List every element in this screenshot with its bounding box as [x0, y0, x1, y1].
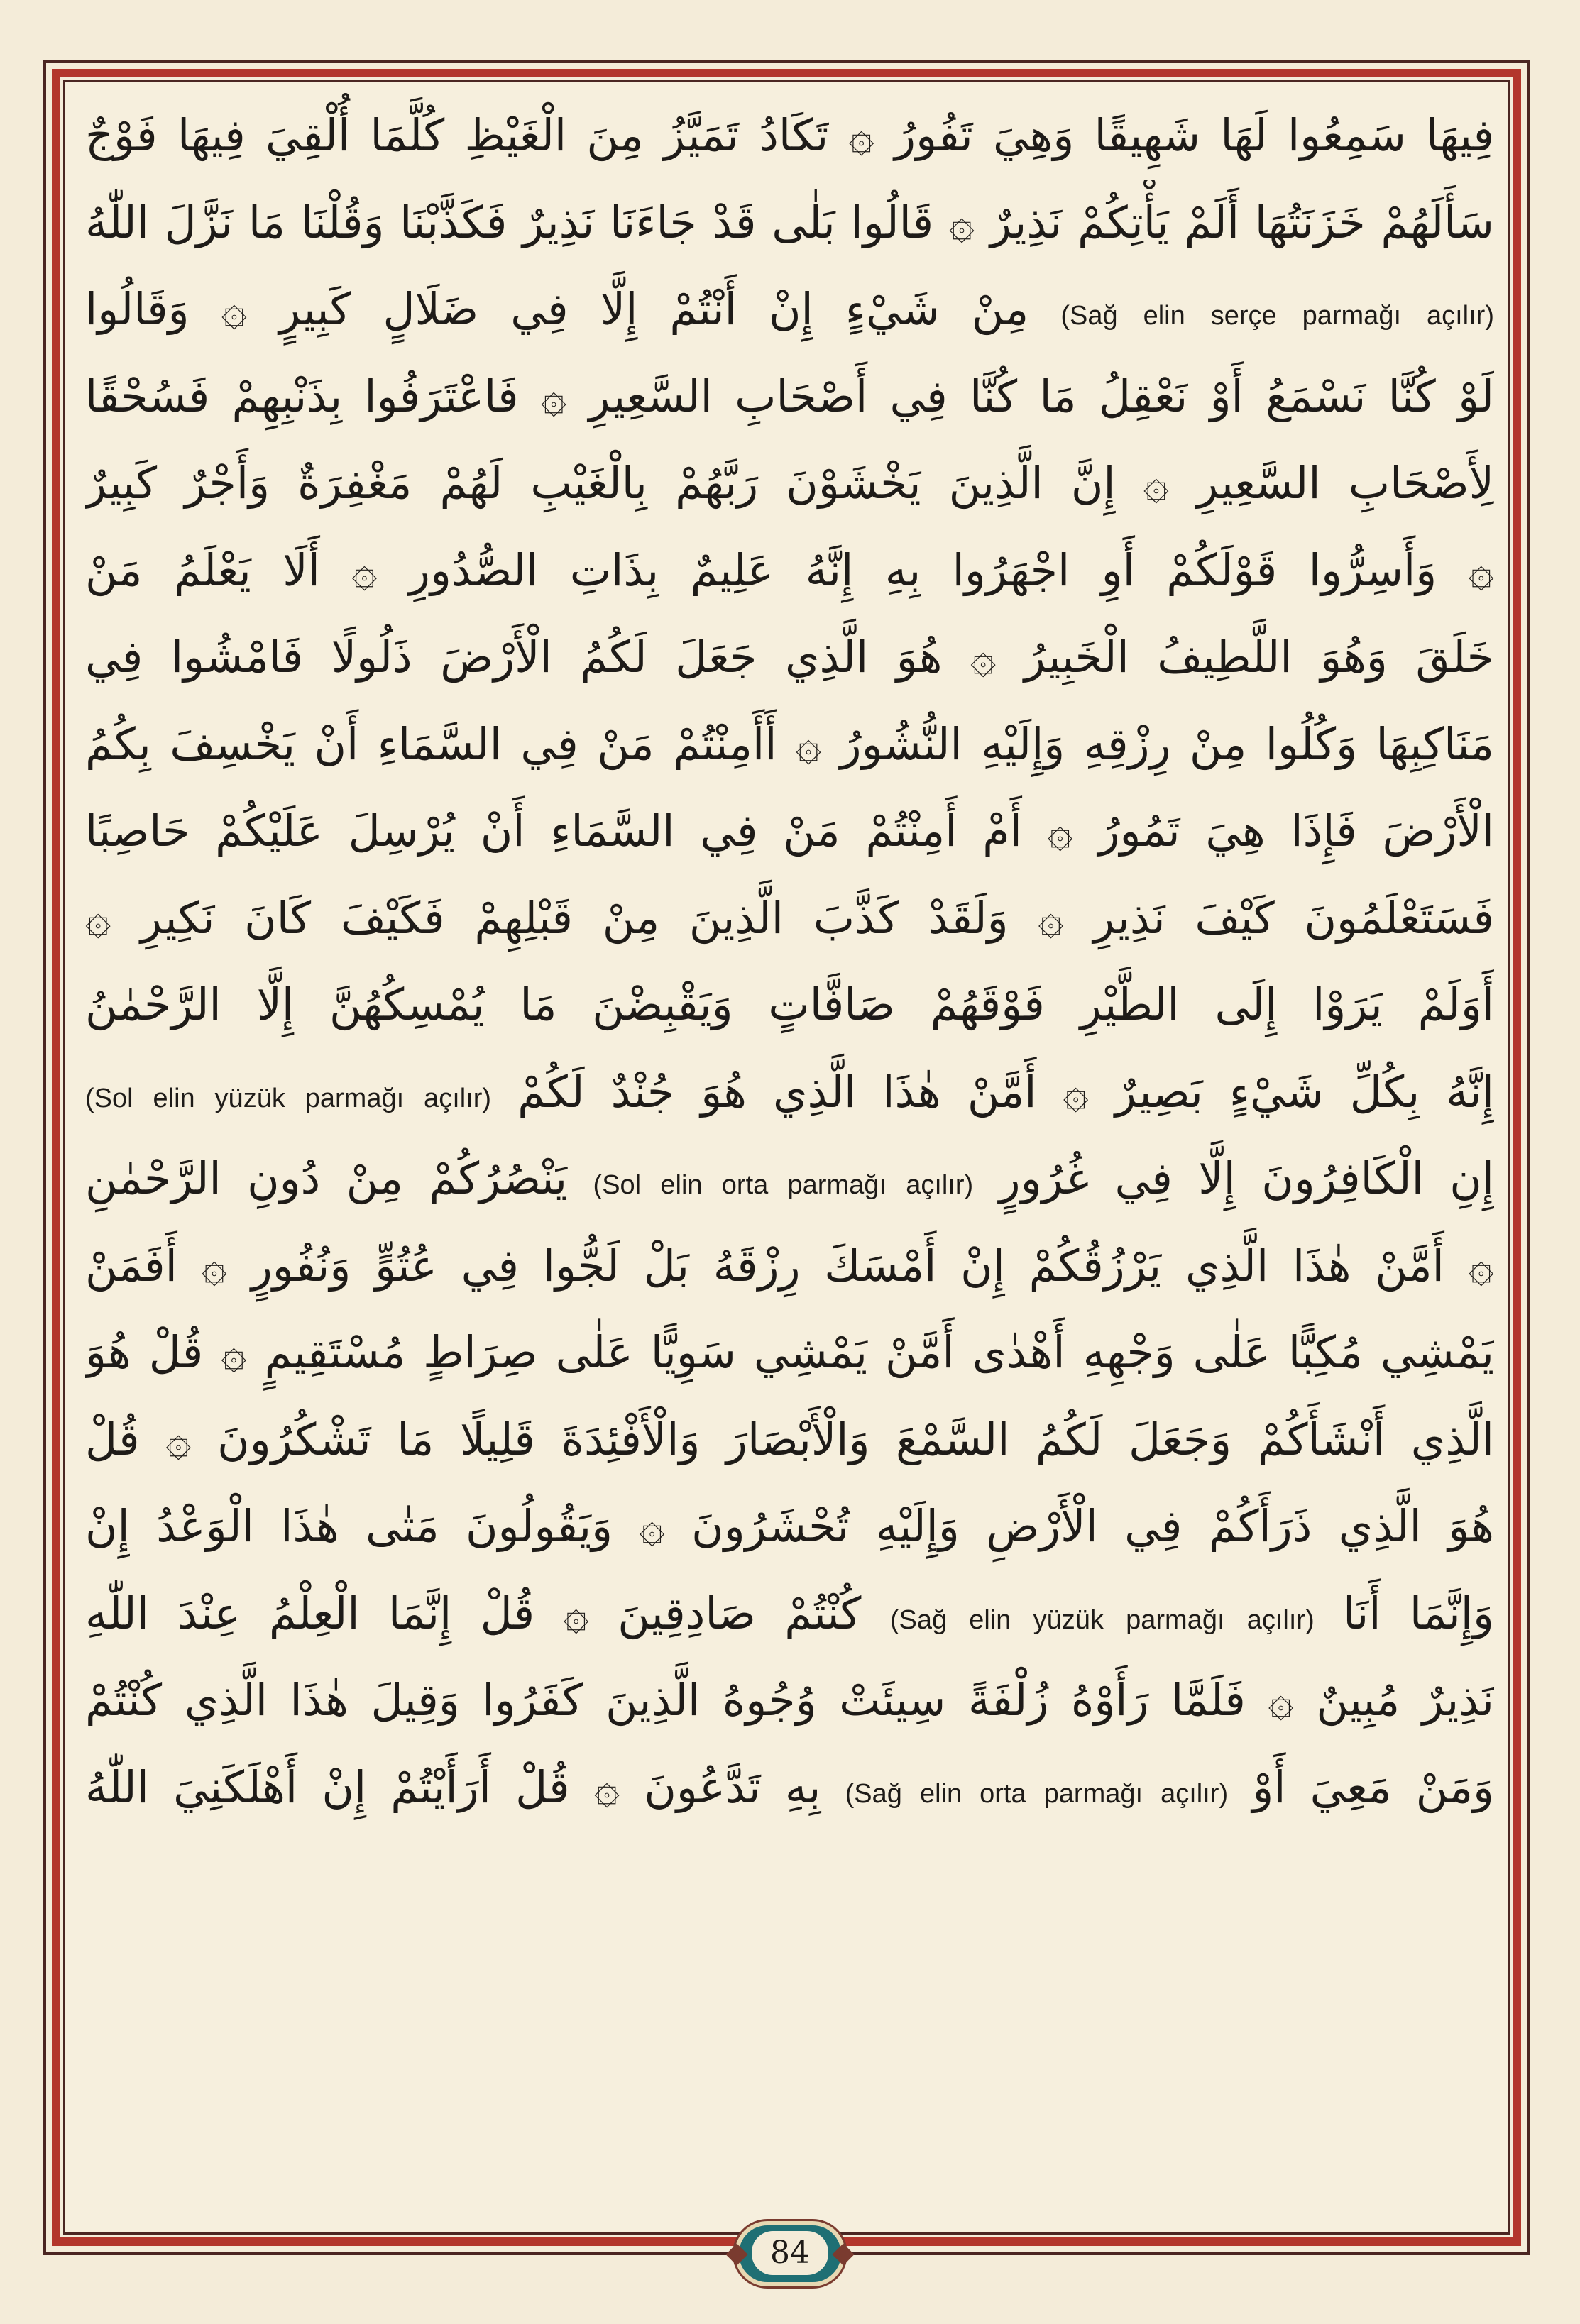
verse-text: مَنَاكِبِهَا وَكُلُوا مِنْ رِزْقِهِ وَإِلَيْهِ النُّشُورُ ۞ أَأَمِنْتُمْ مَنْ فِي السَّمَاءِ أَنْ يَخْسِفَ بِكُمُ [85, 717, 1494, 770]
verse-text: يَمْشِي مُكِبًّا عَلٰى وَجْهِهِ أَهْدٰى أَمَّنْ يَمْشِي سَوِيًّا عَلٰى صِرَاطٍ مُسْتَقِيمٍ ۞ قُلْ هُوَ [85, 1326, 1494, 1378]
verse-text: لِأَصْحَابِ السَّعِيرِ ۞ إِنَّ الَّذِينَ يَخْشَوْنَ رَبَّهُمْ بِالْغَيْبِ لَهُمْ مَغْفِرَةٌ وَأَجْرٌ كَبِيرٌ [85, 457, 1494, 509]
instruction-note: (Sağ elin serçe parmağı açılır) [1060, 301, 1494, 331]
text-line [85, 1397, 1494, 1484]
instruction-note: (Sol elin orta parmağı açılır) [593, 1170, 974, 1200]
text-line [85, 701, 1494, 788]
page-number: 84 [752, 2231, 828, 2275]
verse-text: إِنِ الْكَافِرُونَ إِلَّا فِي غُرُورٍ [999, 1152, 1494, 1204]
text-line [85, 788, 1494, 875]
text-line [85, 1049, 1494, 1136]
text-line [85, 875, 1494, 962]
verse-text: هُوَ الَّذِي ذَرَأَكُمْ فِي الْأَرْضِ وَإِلَيْهِ تُحْشَرُونَ ۞ وَيَقُولُونَ مَتٰى هٰذَا الْوَعْدُ إِنْ [85, 1500, 1494, 1552]
instruction-note: (Sol elin yüzük parmağı açılır) [85, 1083, 492, 1113]
verse-text: وَمَنْ مَعِيَ أَوْ [1252, 1761, 1494, 1813]
text-line [85, 266, 1494, 353]
instruction-note: (Sağ elin orta parmağı açılır) [845, 1778, 1229, 1809]
text-line [85, 353, 1494, 441]
verse-text: كُنْتُمْ صَادِقِينَ ۞ قُلْ إِنَّمَا الْعِلْمُ عِنْدَ اللّٰهِ [85, 1587, 862, 1639]
text-line [85, 1657, 1494, 1744]
text-line [85, 1135, 1494, 1223]
instruction-note: (Sağ elin yüzük parmağı açılır) [889, 1604, 1315, 1635]
text-line [85, 1744, 1494, 1832]
text-line [85, 962, 1494, 1049]
text-line [85, 1309, 1494, 1397]
verse-text: بِهِ تَدَّعُونَ ۞ قُلْ أَرَأَيْتُمْ إِنْ أَهْلَكَنِيَ اللّٰهُ [85, 1761, 821, 1813]
page-number-badge [735, 2221, 845, 2286]
text-line [85, 1570, 1494, 1658]
verse-text: إِنَّهُ بِكُلِّ شَيْءٍ بَصِيرٌ ۞ أَمَّنْ هٰذَا الَّذِي هُوَ جُنْدٌ لَكُمْ [517, 1065, 1494, 1118]
verse-text: ۞ أَمَّنْ هٰذَا الَّذِي يَرْزُقُكُمْ إِنْ أَمْسَكَ رِزْقَهُ بَلْ لَجُّوا فِي عُتُوٍّ وَنُفُورٍ ۞ أَفَمَنْ [85, 1239, 1494, 1292]
verse-text: فِيهَا سَمِعُوا لَهَا شَهِيقًا وَهِيَ تَفُورُ ۞ تَكَادُ تَمَيَّزُ مِنَ الْغَيْظِ كُلَّمَا أُلْقِيَ فِيهَا فَوْجٌ [85, 109, 1494, 161]
verse-text: أَوَلَمْ يَرَوْا إِلَى الطَّيْرِ فَوْقَهُمْ صَافَّاتٍ وَيَقْبِضْنَ مَا يُمْسِكُهُنَّ إِلَّا الرَّحْمٰنُ [85, 979, 1494, 1030]
text-line [85, 180, 1494, 267]
verse-text: يَنْصُرُكُمْ مِنْ دُونِ الرَّحْمٰنِ [85, 1152, 568, 1204]
verse-text: الْأَرْضَ فَإِذَا هِيَ تَمُورُ ۞ أَمْ أَمِنْتُمْ مَنْ فِي السَّمَاءِ أَنْ يُرْسِلَ عَلَيْكُمْ حَاصِبًا [85, 805, 1494, 857]
text-line [85, 1483, 1494, 1570]
text-line [85, 614, 1494, 701]
verse-text: وَإِنَّمَا أَنَا [1343, 1587, 1494, 1639]
verse-text: خَلَقَ وَهُوَ اللَّطِيفُ الْخَبِيرُ ۞ هُوَ الَّذِي جَعَلَ لَكُمُ الْأَرْضَ ذَلُولًا فَامْشُوا فِي [85, 631, 1494, 683]
verse-text: نَذِيرٌ مُبِينٌ ۞ فَلَمَّا رَأَوْهُ زُلْفَةً سِيئَتْ وُجُوهُ الَّذِينَ كَفَرُوا وَقِيلَ هٰذَا الَّذِي كُنْتُمْ [85, 1674, 1494, 1726]
text-line [85, 527, 1494, 615]
verse-text: سَأَلَهُمْ خَزَنَتُهَا أَلَمْ يَأْتِكُمْ نَذِيرٌ ۞ قَالُوا بَلٰى قَدْ جَاءَنَا نَذِيرٌ فَكَذَّبْنَا وَقُلْنَا مَا نَزَّلَ اللّٰهُ [85, 196, 1494, 248]
verse-text: ۞ وَأَسِرُّوا قَوْلَكُمْ أَوِ اجْهَرُوا بِهِ إِنَّهُ عَلِيمٌ بِذَاتِ الصُّدُورِ ۞ أَلَا يَعْلَمُ مَنْ [85, 544, 1494, 596]
verse-text: فَسَتَعْلَمُونَ كَيْفَ نَذِيرِ ۞ وَلَقَدْ كَذَّبَ الَّذِينَ مِنْ قَبْلِهِمْ فَكَيْفَ كَانَ نَكِيرِ ۞ [85, 891, 1494, 944]
text-line [85, 1223, 1494, 1310]
quran-text-body [85, 92, 1494, 2193]
text-line [85, 92, 1494, 180]
text-line [85, 440, 1494, 527]
verse-text: الَّذِي أَنْشَأَكُمْ وَجَعَلَ لَكُمُ السَّمْعَ وَالْأَبْصَارَ وَالْأَفْئِدَةَ قَلِيلًا مَا تَشْكُرُونَ ۞ قُلْ [85, 1413, 1494, 1465]
verse-text: مِنْ شَيْءٍ إِنْ أَنْتُمْ إِلَّا فِي ضَلَالٍ كَبِيرٍ ۞ وَقَالُوا [85, 283, 1029, 335]
verse-text: لَوْ كُنَّا نَسْمَعُ أَوْ نَعْقِلُ مَا كُنَّا فِي أَصْحَابِ السَّعِيرِ ۞ فَاعْتَرَفُوا بِذَنْبِهِمْ فَسُحْقًا [85, 370, 1494, 422]
